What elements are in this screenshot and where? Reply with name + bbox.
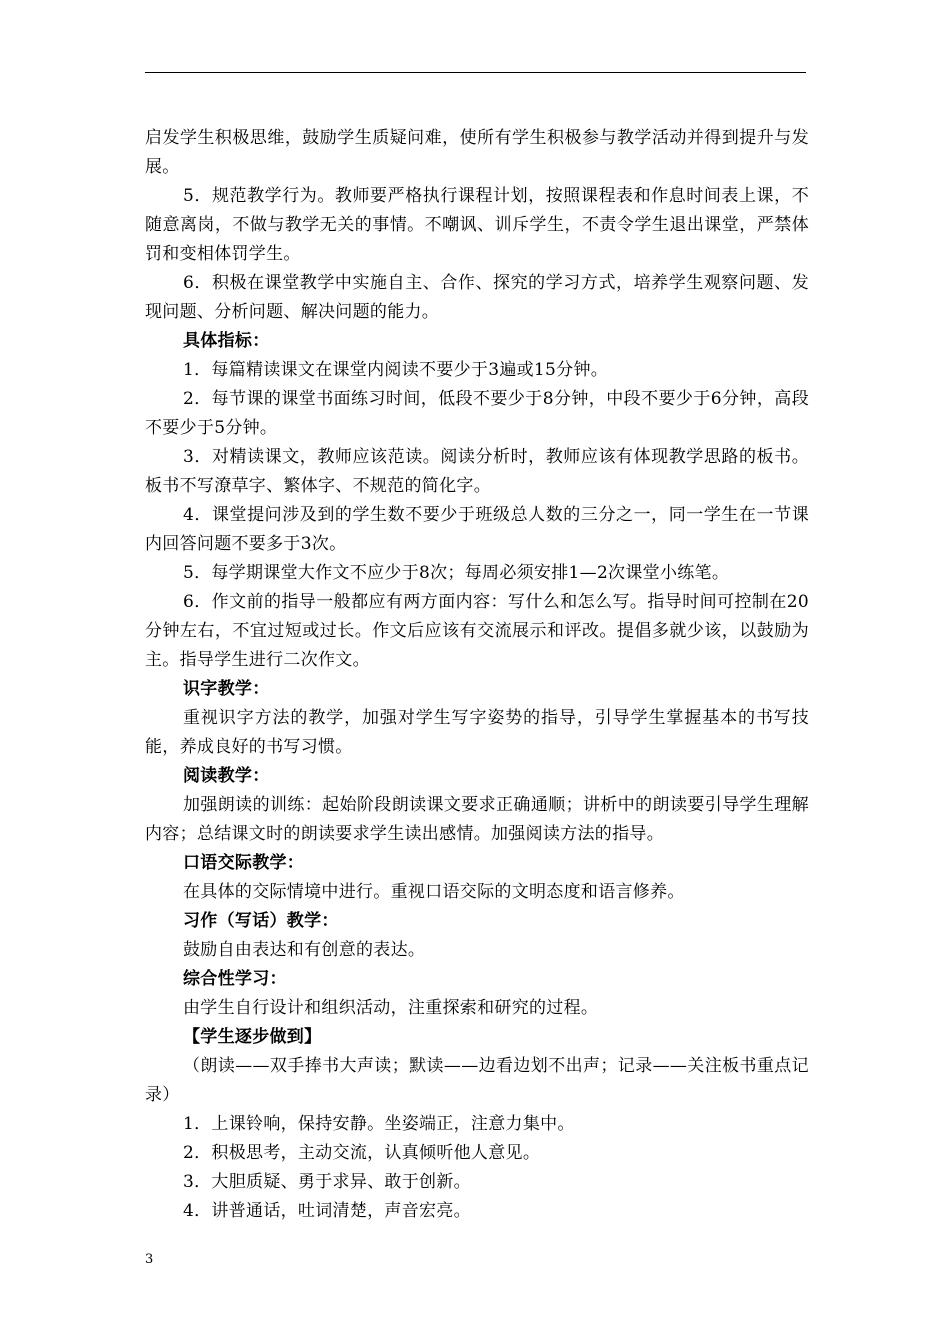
paragraph: 5．每学期课堂大作文不应少于8次；每周必须安排1—2次课堂小练笔。 — [183, 563, 730, 583]
paragraph: 3．对精读课文，教师应该范读。阅读分析时，教师应该有体现教学思路的板书。板书不写潦草字、繁体字、不规范的简化字。 — [145, 447, 809, 496]
paragraph: 加强朗读的训练：起始阶段朗读课文要求正确通顺；讲析中的朗读要引导学生理解内容；总结课文时的朗读要求学生读出感情。加强阅读方法的指导。 — [145, 795, 809, 844]
section-heading: 阅读教学： — [183, 766, 270, 786]
section-heading: 【学生逐步做到】 — [183, 1027, 322, 1047]
section-heading: 口语交际教学： — [183, 853, 305, 873]
section-heading: 习作（写话）教学： — [183, 911, 339, 931]
paragraph: 6．积极在课堂教学中实施自主、合作、探究的学习方式，培养学生观察问题、发现问题、分析问题、解决问题的能力。 — [145, 273, 809, 322]
paragraph: 5．规范教学行为。教师要严格执行课程计划，按照课程表和作息时间表上课，不随意离岗，不做与教学无关的事情。不嘲讽、训斥学生，不责令学生退出课堂，严禁体罚和变相体罚学生。 — [145, 186, 809, 264]
paragraph: 3．大胆质疑、勇于求异、敢于创新。 — [183, 1172, 471, 1192]
paragraph: （朗读——双手捧书大声读；默读——边看边划不出声；记录——关注板书重点记录） — [145, 1056, 809, 1105]
paragraph: 由学生自行设计和组织活动，注重探索和研究的过程。 — [183, 998, 599, 1018]
paragraph: 鼓励自由表达和有创意的表达。 — [183, 940, 426, 960]
paragraph: 2．每节课的课堂书面练习时间，低段不要少于8分钟，中段不要少于6分钟，高段不要少于5分钟。 — [145, 389, 809, 438]
document-body — [145, 124, 809, 1226]
paragraph: 4．讲普通话，吐词清楚，声音宏亮。 — [183, 1201, 471, 1221]
paragraph: 2．积极思考，主动交流，认真倾听他人意见。 — [183, 1143, 541, 1163]
paragraph: 6．作文前的指导一般都应有两方面内容：写什么和怎么写。指导时间可控制在20分钟左右，不宜过短或过长。作文后应该有交流展示和评改。提倡多就少该，以鼓励为主。指导学生进行二次作文。 — [145, 592, 809, 670]
section-heading: 综合性学习： — [183, 969, 287, 989]
paragraph: 启发学生积极思维，鼓励学生质疑问难，使所有学生积极参与教学活动并得到提升与发展。 — [145, 128, 809, 177]
header-rule — [145, 72, 806, 73]
section-heading: 识字教学： — [183, 679, 270, 699]
page-number: 3 — [145, 1252, 154, 1267]
paragraph: 4．课堂提问涉及到的学生数不要少于班级总人数的三分之一，同一学生在一节课内回答问题不要多于3次。 — [145, 505, 809, 554]
paragraph: 1．每篇精读课文在课堂内阅读不要少于3遍或15分钟。 — [183, 360, 609, 380]
paragraph: 在具体的交际情境中进行。重视口语交际的文明态度和语言修养。 — [183, 882, 685, 902]
section-heading: 具体指标： — [183, 331, 270, 351]
paragraph: 重视识字方法的教学，加强对学生写字姿势的指导，引导学生掌握基本的书写技能，养成良好的书写习惯。 — [145, 708, 809, 757]
paragraph: 1．上课铃响，保持安静。坐姿端正，注意力集中。 — [183, 1114, 575, 1134]
